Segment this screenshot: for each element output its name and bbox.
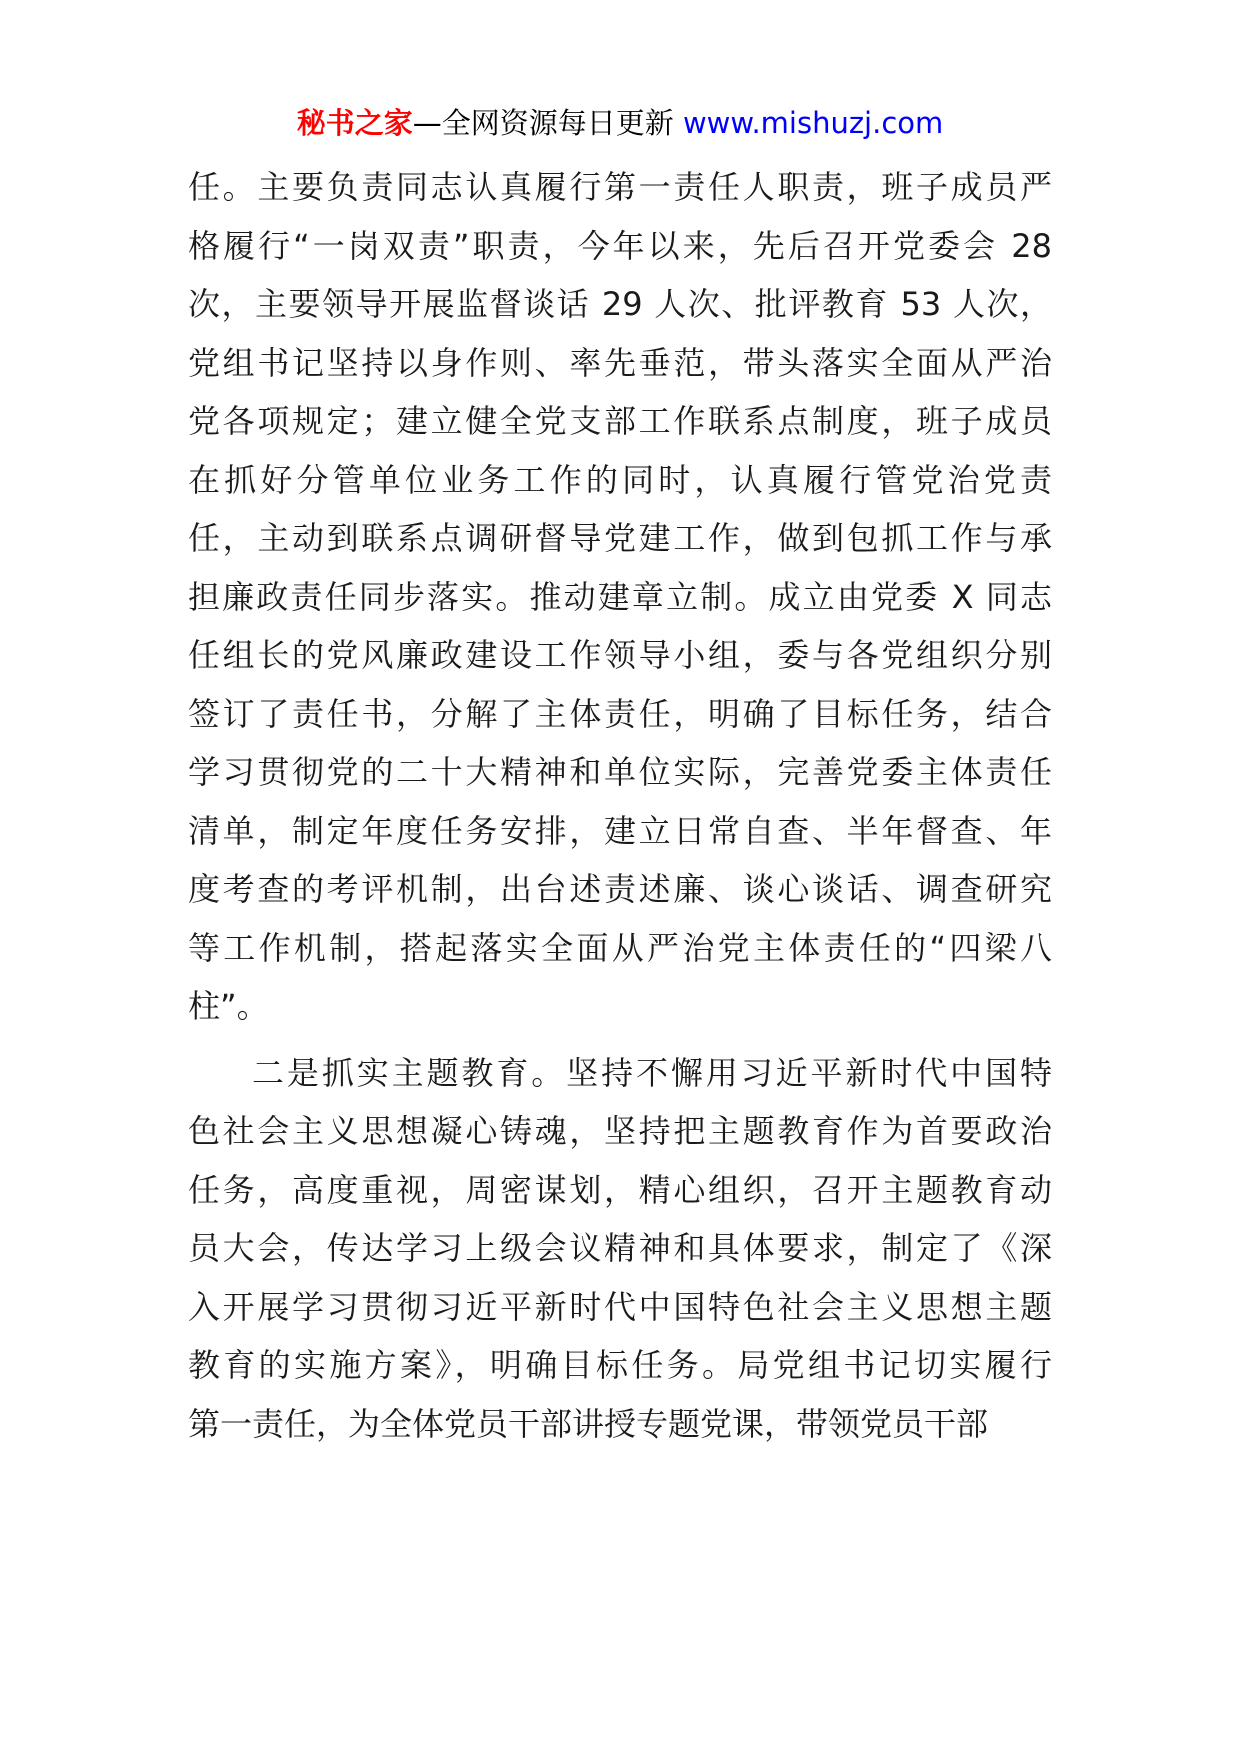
paragraph [188, 1044, 1052, 1454]
text-line: 入开展学习贯彻习近平新时代中国特色社会主义思想主题 [188, 1287, 1052, 1326]
header-tagline: —全网资源每日更新 [412, 106, 683, 140]
text-line: 柱”。 [188, 987, 269, 1025]
text-line: 学习贯彻党的二十大精神和单位实际，完善党委主体责任 [188, 753, 1052, 791]
text-line: 清单，制定年度任务安排，建立日常自查、半年督查、年 [188, 811, 1052, 850]
text-line: 色社会主义思想凝心铸魂，坚持把主题教育作为首要政治 [188, 1112, 1052, 1150]
text-line: 格履行“一岗双责”职责，今年以来，先后召开党委会 28 [188, 226, 1052, 265]
text-line: 教育的实施方案》，明确目标任务。局党组书记切实履行 [188, 1346, 1052, 1384]
text-line: 次，主要领导开展监督谈话 29 人次、批评教育 53 人次， [188, 285, 1052, 323]
text-line: 任组长的党风廉政建设工作领导小组，委与各党组织分别 [188, 636, 1052, 674]
text-line: 担廉政责任同步落实。推动建章立制。成立由党委 X 同志 [188, 577, 1052, 616]
text-line: 任，主动到联系点调研督导党建工作，做到包抓工作与承 [188, 519, 1052, 557]
text-line: 度考查的考评机制，出台述责述廉、谈心谈话、调查研究 [188, 870, 1052, 908]
text-line: 在抓好分管单位业务工作的同时，认真履行管党治党责 [188, 460, 1052, 499]
text-line: 等工作机制，搭起落实全面从严治党主体责任的“四梁八 [188, 928, 1052, 967]
brand-name: 秘书之家 [296, 106, 413, 140]
text-line: 员大会，传达学习上级会议精神和具体要求，制定了《深 [188, 1229, 1052, 1267]
text-line: 党各项规定；建立健全党支部工作联系点制度，班子成员 [188, 402, 1052, 440]
site-link[interactable]: www.mishuzj.com [682, 106, 944, 140]
text-line: 第一责任，为全体党员干部讲授专题党课，带领党员干部 [188, 1404, 989, 1443]
site-header [0, 100, 1240, 146]
document-body [188, 158, 1052, 1453]
text-line: 党组书记坚持以身作则、率先垂范，带头落实全面从严治 [188, 343, 1052, 382]
text-line: 二是抓实主题教育。坚持不懈用习近平新时代中国特 [252, 1053, 1052, 1092]
text-line: 任务，高度重视，周密谋划，精心组织，召开主题教育动 [188, 1170, 1052, 1209]
text-line: 任。主要负责同志认真履行第一责任人职责，班子成员严 [188, 168, 1052, 206]
text-line: 签订了责任书，分解了主体责任，明确了目标任务，结合 [188, 694, 1052, 733]
paragraph [188, 158, 1052, 1036]
